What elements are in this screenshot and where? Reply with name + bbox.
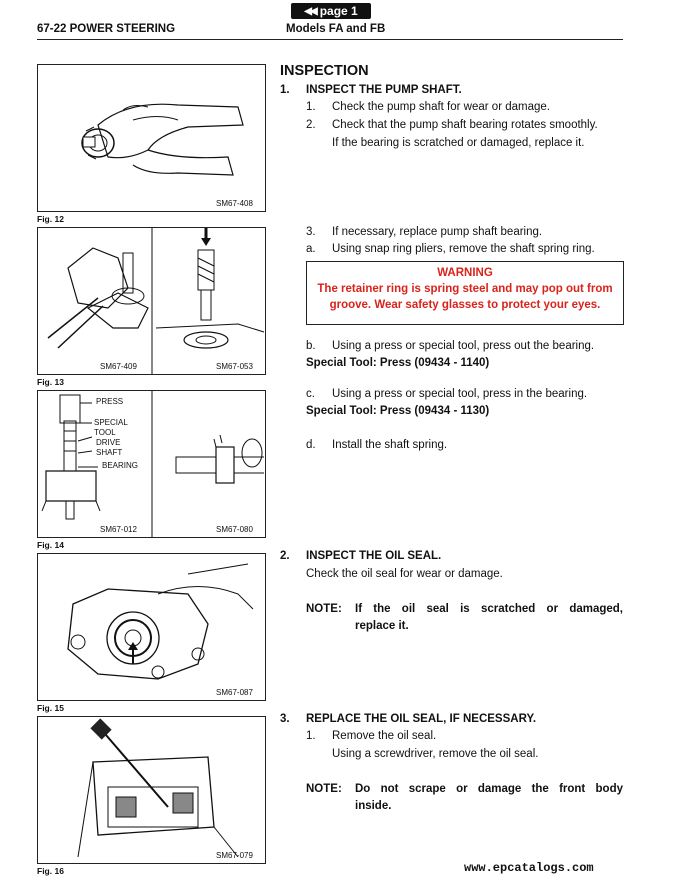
step-b-text: Using a press or special tool, press out the bearing. <box>332 340 595 352</box>
step-1-2-text: Check that the pump shaft bearing rotates smoothly. <box>332 119 598 131</box>
step-3-note-label: NOTE: <box>306 783 342 795</box>
step-2-note-label: NOTE: <box>306 603 342 615</box>
inspection-heading: INSPECTION <box>280 63 369 79</box>
step-2-title: INSPECT THE OIL SEAL. <box>306 550 442 562</box>
back-arrows-icon: ◀◀ <box>304 5 316 17</box>
step-3-1-number: 1. <box>306 730 316 742</box>
step-1-2-text-2: If the bearing is scratched or damaged, replace it. <box>332 137 585 149</box>
step-1-title: INSPECT THE PUMP SHAFT. <box>306 84 462 96</box>
fig14-label-shaft: SHAFT <box>96 448 123 457</box>
snap-ring-pliers-illustration <box>38 228 265 374</box>
step-2-text: Check the oil seal for wear or damage. <box>306 568 503 580</box>
figure-14-left-code: SM67-012 <box>100 525 137 534</box>
step-3-1-text: Remove the oil seal. <box>332 730 437 742</box>
footer-website: www.epcatalogs.com <box>464 861 594 875</box>
fig14-label-drive: DRIVE <box>96 438 121 447</box>
figure-15-caption: Fig. 15 <box>37 703 64 713</box>
figure-12-code: SM67-408 <box>216 199 253 208</box>
header-rule <box>37 39 623 40</box>
figure-15-code: SM67-087 <box>216 688 253 697</box>
step-1-3-number: 3. <box>306 226 316 238</box>
warning-line-2: groove. Wear safety glasses to protect your eyes. <box>329 299 601 311</box>
fig14-label-bearing: BEARING <box>102 461 139 470</box>
figure-13-caption: Fig. 13 <box>37 377 64 387</box>
fig14-label-special: SPECIAL <box>94 418 128 427</box>
step-3-title: REPLACE THE OIL SEAL, IF NECESSARY. <box>306 713 537 725</box>
fig14-label-press: PRESS <box>96 397 124 406</box>
figure-13-image <box>37 227 266 375</box>
figure-14-caption: Fig. 14 <box>37 540 64 550</box>
figure-13-right-code: SM67-053 <box>216 362 253 371</box>
figure-16-code: SM67-079 <box>216 851 253 860</box>
step-c-text: Using a press or special tool, press in the bearing. <box>332 388 588 400</box>
oil-seal-pump-illustration <box>38 554 265 700</box>
step-2-number: 2. <box>280 550 290 562</box>
figure-15-image <box>37 553 266 701</box>
warning-box <box>306 261 624 325</box>
step-2-note-line-1: If the oil seal is scratched or damaged, <box>355 603 623 615</box>
step-3-1-text-2: Using a screwdriver, remove the oil seal. <box>332 748 539 760</box>
warning-line-1: The retainer ring is spring steel and may pop out from <box>317 283 613 295</box>
step-1-3-text: If necessary, replace pump shaft bearing. <box>332 226 543 238</box>
step-b-special-tool: Special Tool: Press (09434 - 1140) <box>306 357 490 369</box>
step-1-2-number: 2. <box>306 119 316 131</box>
step-a-number: a. <box>306 243 316 255</box>
step-a-text: Using snap ring pliers, remove the shaft spring ring. <box>332 243 595 255</box>
step-3-note-line-2: inside. <box>355 800 392 812</box>
step-3-number: 3. <box>280 713 290 725</box>
screwdriver-oil-seal-illustration <box>38 717 265 863</box>
figure-16-image <box>37 716 266 864</box>
step-b-number: b. <box>306 340 316 352</box>
figure-14-right-code: SM67-080 <box>216 525 253 534</box>
step-d-number: d. <box>306 439 316 451</box>
manual-section-title: 67-22 POWER STEERING <box>37 23 176 35</box>
figure-13-left-code: SM67-409 <box>100 362 137 371</box>
figure-14-image <box>37 390 266 538</box>
step-1-1-number: 1. <box>306 101 316 113</box>
figure-16-caption: Fig. 16 <box>37 866 64 876</box>
step-1-number: 1. <box>280 84 290 96</box>
models-label: Models FA and FB <box>286 23 386 35</box>
figure-12-image <box>37 64 266 212</box>
step-1-1-text: Check the pump shaft for wear or damage. <box>332 101 550 113</box>
page-button-label: page 1 <box>319 4 358 18</box>
step-2-note-line-2: replace it. <box>355 620 409 632</box>
pump-shaft-hand-illustration <box>38 65 265 211</box>
press-bearing-illustration <box>38 391 265 537</box>
step-c-number: c. <box>306 388 315 400</box>
page-1-button[interactable] <box>291 3 371 19</box>
step-c-special-tool: Special Tool: Press (09434 - 1130) <box>306 405 490 417</box>
step-3-note-line-1: Do not scrape or damage the front body <box>355 783 623 795</box>
step-d-text: Install the shaft spring. <box>332 439 448 451</box>
figure-12-caption: Fig. 12 <box>37 214 64 224</box>
fig14-label-tool: TOOL <box>94 428 116 437</box>
warning-title: WARNING <box>437 267 493 279</box>
